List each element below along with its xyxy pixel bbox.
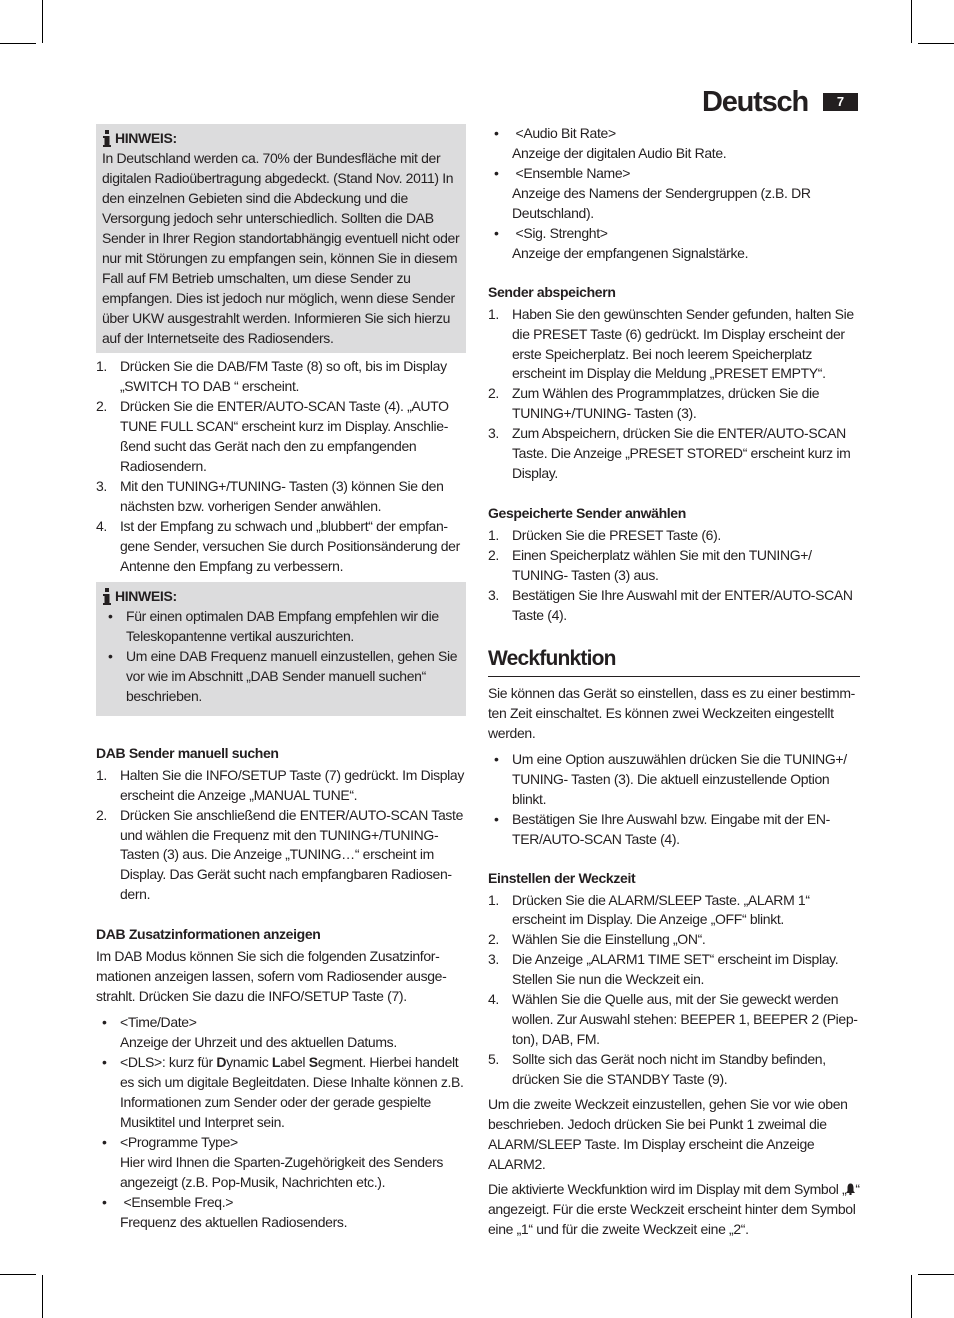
list-item: 4. Wählen Sie die Quelle aus, mit der Sie geweckt werden wollen. Zur Auswahl stehen: BEEPER 1, BEEPER 2 (Piep-ton), DAB, FM. [488, 991, 858, 1048]
hint-bullets [102, 607, 460, 707]
info-icon [102, 588, 112, 605]
crop-mark [918, 43, 954, 44]
list-item: • <Ensemble Name> Anzeige des Namens der Sendergruppen (z.B. DR Deutschland). [494, 164, 811, 221]
list-item: • Um eine DAB Frequenz manuell einzustellen, gehen Sie vor wie im Abschnitt „DAB Sender manuell suchen“ beschrieben. [108, 647, 458, 704]
list-item: 1. Drücken Sie die PRESET Taste (6). [488, 527, 721, 544]
crop-mark [911, 0, 912, 43]
list-item: • Um eine Option auszuwählen drücken Sie die TUNING+/ TUNING- Tasten (3). Die aktuell einzustellende Option blinkt. [494, 750, 847, 807]
alarm-bullets [488, 750, 860, 850]
list-item: 2. Wählen Sie die Einstellung „ON“. [488, 931, 706, 948]
paragraph: Um die zweite Weckzeit einzustellen, gehen Sie vor wie oben beschrieben. Jedoch drücken Sie bei Punkt 1 zweimal die ALARM/SLEEP Taste. Im Display erscheint die Anzeige ALARM2. [488, 1096, 848, 1172]
hint-title: HINWEIS: [102, 129, 460, 149]
page-language-title: Deutsch [701, 86, 808, 118]
section-heading: DAB Sender manuell suchen [96, 744, 279, 761]
page-number: 7 [823, 93, 858, 111]
crop-mark [0, 43, 36, 44]
crop-mark [911, 1275, 912, 1318]
steps-list [488, 891, 860, 1091]
steps-list [96, 766, 466, 906]
info-bullets [488, 124, 860, 264]
crop-mark [42, 0, 43, 43]
list-item: 1. Halten Sie die INFO/SETUP Taste (7) gedrückt. Im Display erscheint die Anzeige „MANUAL TUNE“. [96, 766, 465, 803]
list-item: • <DLS>: kurz für Dynamic Label Segment. Hierbei handelt es sich um digitale Begleitdaten. Diese Inhalte können z.B. Informationen zum Sender oder der gerade gespielte Musiktitel und Interpret sein. [102, 1054, 464, 1130]
list-item: • Bestätigen Sie Ihre Auswahl bzw. Eingabe mit der EN-TER/AUTO-SCAN Taste (4). [494, 810, 830, 847]
list-item: 2. Drücken Sie die ENTER/AUTO-SCAN Taste (4). „AUTO TUNE FULL SCAN“ erscheint kurz im Display. Anschlie-ßend sucht das Gerät nach den zu empfangenden Radiosendern. [96, 398, 449, 475]
list-item: 1. Haben Sie den gewünschten Sender gefunden, halten Sie die PRESET Taste (6) gedrückt. Im Display erscheint der erste Speicherplatz. Bei noch leerem Speicherplatz erscheint im Display die Meldung „PRESET EMPTY“. [488, 305, 854, 382]
list-item: 2. Einen Speicherplatz wählen Sie mit den TUNING+/ TUNING- Tasten (3) aus. [488, 547, 812, 584]
list-item: • <Programme Type> Hier wird Ihnen die Sparten-Zugehörigkeit des Senders angezeigt (z.B. Pop-Musik, Nachrichten etc.). [102, 1133, 444, 1190]
section-heading: DAB Zusatzinformationen anzeigen [96, 926, 321, 943]
list-item: 5. Sollte sich das Gerät noch nicht im Standby befinden, drücken Sie die STANDBY Taste (9). [488, 1051, 826, 1088]
list-item: 3. Zum Abspeichern, drücken Sie die ENTER/AUTO-SCAN Taste. Die Anzeige „PRESET STORED“ erscheint kurz im Display. [488, 425, 851, 482]
right-column [488, 124, 860, 1240]
info-icon [102, 130, 112, 147]
list-item: • <Time/Date> Anzeige der Uhrzeit und des aktuellen Datums. [102, 1014, 397, 1051]
list-item: 2. Zum Wählen des Programmplatzes, drücken Sie die TUNING+/TUNING- Tasten (3). [488, 385, 820, 422]
crop-mark [0, 1274, 36, 1275]
list-item: 2. Drücken Sie anschließend die ENTER/AUTO-SCAN Taste und wählen die Frequenz mit den TUNING+/TUNING-Tasten (3) aus. Die Anzeige „TUNING…“ erscheint im Display. Das Gerät sucht nach empfangbaren Radiosen-dern. [96, 806, 464, 903]
section-heading: Gespeicherte Sender anwählen [488, 505, 686, 522]
list-item: • <Sig. Strenght> Anzeige der empfangenen Signalstärke. [494, 224, 749, 261]
list-item: 1. Drücken Sie die DAB/FM Taste (8) so oft, bis im Display „SWITCH TO DAB “ erscheint. [96, 358, 447, 395]
crop-mark [918, 1274, 954, 1275]
hint-box [96, 582, 466, 716]
paragraph: Die aktivierte Weckfunktion wird im Display mit dem Symbol „ “ angezeigt. Für die erste Weckzeit erscheint hinter dem Symbol eine „1“ und für die zweite Weckzeit eine „2“. [488, 1180, 860, 1237]
list-item: • <Ensemble Freq.> Frequenz des aktuellen Radiosenders. [102, 1193, 348, 1230]
list-item: 3. Die Anzeige „ALARM1 TIME SET“ erscheint im Display. Stellen Sie nun die Weckzeit ein. [488, 951, 839, 988]
steps-list [488, 526, 860, 626]
list-item: • Für einen optimalen DAB Empfang empfehlen wir die Teleskopantenne vertikal auszurichten. [108, 607, 439, 644]
info-bullets [96, 1013, 466, 1232]
chapter-heading: Weckfunktion [488, 646, 860, 677]
steps-list [488, 305, 860, 485]
left-column [96, 124, 466, 1233]
section-heading: Sender abspeichern [488, 283, 616, 300]
list-item: 1. Drücken Sie die ALARM/SLEEP Taste. „ALARM 1“ erscheint im Display. Die Anzeige „OFF“ blinkt. [488, 891, 810, 928]
crop-mark [42, 1275, 43, 1318]
hint-text: In Deutschland werden ca. 70% der Bundesfläche mit der digitalen Radioübertragung abgedeckt. (Stand Nov. 2011) In den einzelnen Gebieten sind die Abdeckung und die Versorgung jedoch sehr unterschiedlich. Sollten die DAB Sender in Ihrer Region standortabhängig eventuell nicht oder nur mit Störungen zu empfangen sein, können Sie in diesem Fall auf FM Betrieb umschalten, um diese Sender zu empfangen. Dies ist jedoch nur möglich, wenn diese Sender über UKW ausgestrahlt werden. Informieren Sie sich hierzu auf der Internetseite des Radiosenders. [102, 149, 460, 346]
hint-box [96, 124, 466, 353]
list-item: 3. Mit den TUNING+/TUNING- Tasten (3) können Sie den nächsten bzw. vorherigen Sender anwählen. [96, 478, 444, 515]
list-item: 3. Bestätigen Sie Ihre Auswahl mit der ENTER/AUTO-SCAN Taste (4). [488, 587, 853, 623]
steps-list [96, 357, 466, 576]
hint-title: HINWEIS: [102, 587, 460, 607]
list-item: 4. Ist der Empfang zu schwach und „blubbert“ der empfan-gene Sender, versuchen Sie durch Positionsänderung der Antenne den Empfang zu verbessern. [96, 518, 460, 575]
list-item: • <Audio Bit Rate> Anzeige der digitalen Audio Bit Rate. [494, 125, 727, 161]
paragraph: Im DAB Modus können Sie sich die folgenden Zusatzinfor-mationen anzeigen lassen, sofern vom Radiosender ausge-strahlt. Drücken Sie dazu die INFO/SETUP Taste (7). [96, 948, 447, 1005]
paragraph: Sie können das Gerät so einstellen, dass es zu einer bestimm-ten Zeit einschaltet. Es können zwei Weckzeiten eingestellt werden. [488, 684, 855, 741]
section-heading: Einstellen der Weckzeit [488, 869, 636, 886]
